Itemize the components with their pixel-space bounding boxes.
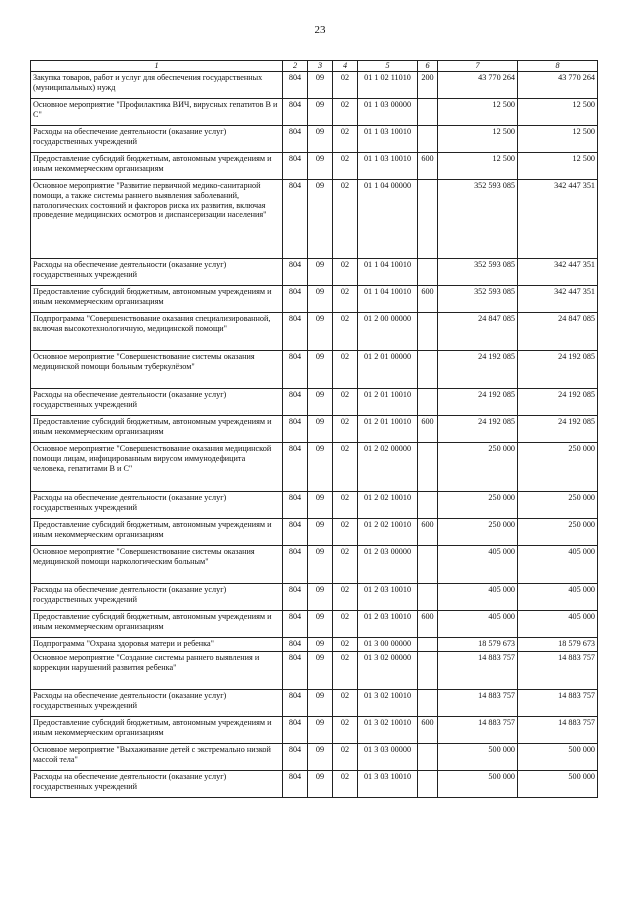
amount-year2-cell: 12 500 (518, 125, 598, 152)
section-code-cell: 09 (308, 179, 333, 258)
table-row (31, 179, 598, 258)
amount-year1-cell: 43 770 264 (438, 71, 518, 98)
section-code-cell: 09 (308, 312, 333, 350)
amount-year1-cell: 12 500 (438, 125, 518, 152)
amount-year1-cell: 14 883 757 (438, 689, 518, 716)
row-name-cell: Предоставление субсидий бюджетным, автономным учреждениям и иным некоммерческим организациям (31, 152, 283, 179)
subsection-code-cell: 02 (333, 442, 358, 491)
admin-code-cell: 804 (283, 583, 308, 610)
admin-code-cell: 804 (283, 285, 308, 312)
target-article-cell: 01 3 03 10010 (358, 770, 418, 797)
table-row (31, 545, 598, 583)
amount-year1-cell: 250 000 (438, 518, 518, 545)
row-name-cell: Основное мероприятие "Выхаживание детей с экстремально низкой массой тела" (31, 743, 283, 770)
amount-year1-cell: 24 192 085 (438, 415, 518, 442)
table-row (31, 98, 598, 125)
column-header: 2 (283, 61, 308, 72)
admin-code-cell: 804 (283, 637, 308, 651)
subsection-code-cell: 02 (333, 415, 358, 442)
amount-year2-cell: 24 192 085 (518, 350, 598, 388)
section-code-cell: 09 (308, 583, 333, 610)
column-header: 4 (333, 61, 358, 72)
admin-code-cell: 804 (283, 491, 308, 518)
amount-year2-cell: 14 883 757 (518, 651, 598, 689)
target-article-cell: 01 3 02 10010 (358, 716, 418, 743)
amount-year1-cell: 405 000 (438, 610, 518, 637)
section-code-cell: 09 (308, 415, 333, 442)
amount-year1-cell: 352 593 085 (438, 179, 518, 258)
amount-year2-cell: 14 883 757 (518, 716, 598, 743)
admin-code-cell: 804 (283, 545, 308, 583)
admin-code-cell: 804 (283, 442, 308, 491)
subsection-code-cell: 02 (333, 152, 358, 179)
amount-year1-cell: 12 500 (438, 152, 518, 179)
target-article-cell: 01 1 04 10010 (358, 258, 418, 285)
expense-type-cell: 600 (418, 415, 438, 442)
amount-year2-cell: 24 192 085 (518, 388, 598, 415)
subsection-code-cell: 02 (333, 388, 358, 415)
subsection-code-cell: 02 (333, 583, 358, 610)
amount-year2-cell: 250 000 (518, 442, 598, 491)
column-header: 3 (308, 61, 333, 72)
row-name-cell: Предоставление субсидий бюджетным, автономным учреждениям и иным некоммерческим организациям (31, 716, 283, 743)
target-article-cell: 01 3 02 10010 (358, 689, 418, 716)
table-row (31, 743, 598, 770)
section-code-cell: 09 (308, 388, 333, 415)
row-name-cell: Основное мероприятие "Совершенствование системы оказания медицинской помощи наркологическим больным" (31, 545, 283, 583)
table-row (31, 125, 598, 152)
row-name-cell: Основное мероприятие "Совершенствование оказания медицинской помощи лицам, инфицированным вирусом иммунодефицита человека, гепатитами В и С" (31, 442, 283, 491)
row-name-cell: Расходы на обеспечение деятельности (оказание услуг) государственных учреждений (31, 583, 283, 610)
target-article-cell: 01 1 03 10010 (358, 125, 418, 152)
amount-year1-cell: 405 000 (438, 583, 518, 610)
admin-code-cell: 804 (283, 716, 308, 743)
table-header-row (31, 61, 598, 72)
target-article-cell: 01 1 02 11010 (358, 71, 418, 98)
target-article-cell: 01 2 03 00000 (358, 545, 418, 583)
table-row (31, 637, 598, 651)
amount-year1-cell: 352 593 085 (438, 258, 518, 285)
amount-year2-cell: 342 447 351 (518, 258, 598, 285)
row-name-cell: Расходы на обеспечение деятельности (оказание услуг) государственных учреждений (31, 258, 283, 285)
amount-year2-cell: 24 847 085 (518, 312, 598, 350)
section-code-cell: 09 (308, 716, 333, 743)
section-code-cell: 09 (308, 545, 333, 583)
target-article-cell: 01 3 00 00000 (358, 637, 418, 651)
admin-code-cell: 804 (283, 350, 308, 388)
expense-type-cell: 600 (418, 285, 438, 312)
expense-type-cell (418, 637, 438, 651)
admin-code-cell: 804 (283, 258, 308, 285)
subsection-code-cell: 02 (333, 285, 358, 312)
expense-type-cell: 600 (418, 610, 438, 637)
expense-type-cell (418, 770, 438, 797)
table-row (31, 258, 598, 285)
amount-year1-cell: 12 500 (438, 98, 518, 125)
amount-year1-cell: 500 000 (438, 770, 518, 797)
column-header: 5 (358, 61, 418, 72)
amount-year2-cell: 405 000 (518, 583, 598, 610)
admin-code-cell: 804 (283, 689, 308, 716)
admin-code-cell: 804 (283, 152, 308, 179)
section-code-cell: 09 (308, 770, 333, 797)
admin-code-cell: 804 (283, 71, 308, 98)
section-code-cell: 09 (308, 285, 333, 312)
table-row (31, 415, 598, 442)
expense-type-cell (418, 179, 438, 258)
target-article-cell: 01 2 02 00000 (358, 442, 418, 491)
section-code-cell: 09 (308, 689, 333, 716)
subsection-code-cell: 02 (333, 651, 358, 689)
target-article-cell: 01 2 01 00000 (358, 350, 418, 388)
table-row (31, 312, 598, 350)
section-code-cell: 09 (308, 518, 333, 545)
table-row (31, 689, 598, 716)
admin-code-cell: 804 (283, 388, 308, 415)
amount-year2-cell: 405 000 (518, 545, 598, 583)
amount-year1-cell: 24 192 085 (438, 388, 518, 415)
admin-code-cell: 804 (283, 770, 308, 797)
expense-type-cell: 600 (418, 518, 438, 545)
amount-year2-cell: 12 500 (518, 98, 598, 125)
amount-year1-cell: 500 000 (438, 743, 518, 770)
target-article-cell: 01 2 00 00000 (358, 312, 418, 350)
target-article-cell: 01 1 03 00000 (358, 98, 418, 125)
target-article-cell: 01 2 03 10010 (358, 610, 418, 637)
admin-code-cell: 804 (283, 312, 308, 350)
section-code-cell: 09 (308, 491, 333, 518)
subsection-code-cell: 02 (333, 716, 358, 743)
amount-year2-cell: 250 000 (518, 491, 598, 518)
target-article-cell: 01 3 02 00000 (358, 651, 418, 689)
row-name-cell: Расходы на обеспечение деятельности (оказание услуг) государственных учреждений (31, 125, 283, 152)
admin-code-cell: 804 (283, 610, 308, 637)
subsection-code-cell: 02 (333, 743, 358, 770)
amount-year2-cell: 500 000 (518, 770, 598, 797)
expense-type-cell (418, 125, 438, 152)
section-code-cell: 09 (308, 442, 333, 491)
expense-type-cell (418, 743, 438, 770)
amount-year2-cell: 14 883 757 (518, 689, 598, 716)
table-row (31, 350, 598, 388)
expense-type-cell (418, 689, 438, 716)
expense-type-cell (418, 651, 438, 689)
target-article-cell: 01 2 01 10010 (358, 415, 418, 442)
subsection-code-cell: 02 (333, 689, 358, 716)
section-code-cell: 09 (308, 610, 333, 637)
expense-type-cell (418, 258, 438, 285)
row-name-cell: Предоставление субсидий бюджетным, автономным учреждениям и иным некоммерческим организациям (31, 285, 283, 312)
amount-year2-cell: 250 000 (518, 518, 598, 545)
row-name-cell: Предоставление субсидий бюджетным, автономным учреждениям и иным некоммерческим организациям (31, 415, 283, 442)
admin-code-cell: 804 (283, 651, 308, 689)
column-header: 8 (518, 61, 598, 72)
amount-year2-cell: 342 447 351 (518, 285, 598, 312)
admin-code-cell: 804 (283, 518, 308, 545)
table-row (31, 71, 598, 98)
amount-year1-cell: 24 847 085 (438, 312, 518, 350)
admin-code-cell: 804 (283, 98, 308, 125)
table-row (31, 518, 598, 545)
expense-type-cell (418, 583, 438, 610)
admin-code-cell: 804 (283, 415, 308, 442)
expense-type-cell (418, 350, 438, 388)
amount-year2-cell: 342 447 351 (518, 179, 598, 258)
expense-type-cell (418, 442, 438, 491)
admin-code-cell: 804 (283, 125, 308, 152)
expense-type-cell (418, 491, 438, 518)
expense-type-cell: 200 (418, 71, 438, 98)
subsection-code-cell: 02 (333, 312, 358, 350)
column-header: 7 (438, 61, 518, 72)
subsection-code-cell: 02 (333, 71, 358, 98)
column-header: 6 (418, 61, 438, 72)
section-code-cell: 09 (308, 98, 333, 125)
amount-year1-cell: 14 883 757 (438, 651, 518, 689)
target-article-cell: 01 3 03 00000 (358, 743, 418, 770)
amount-year1-cell: 405 000 (438, 545, 518, 583)
table-row (31, 388, 598, 415)
amount-year2-cell: 12 500 (518, 152, 598, 179)
expense-type-cell: 600 (418, 152, 438, 179)
row-name-cell: Основное мероприятие "Развитие первичной медико-санитарной помощи, а также системы раннего выявления заболеваний, патологических состояний и факторов риска их развития, включая проведение медицинских осмотров и диспансеризации населения" (31, 179, 283, 258)
row-name-cell: Подпрограмма "Охрана здоровья матери и ребенка" (31, 637, 283, 651)
table-row (31, 610, 598, 637)
table-row (31, 491, 598, 518)
table-row (31, 651, 598, 689)
subsection-code-cell: 02 (333, 179, 358, 258)
target-article-cell: 01 1 04 00000 (358, 179, 418, 258)
amount-year1-cell: 250 000 (438, 491, 518, 518)
subsection-code-cell: 02 (333, 491, 358, 518)
section-code-cell: 09 (308, 743, 333, 770)
row-name-cell: Основное мероприятие "Совершенствование системы оказания медицинской помощи больным туберкулёзом" (31, 350, 283, 388)
expense-type-cell (418, 312, 438, 350)
amount-year1-cell: 18 579 673 (438, 637, 518, 651)
section-code-cell: 09 (308, 258, 333, 285)
budget-table (30, 60, 598, 798)
table-row (31, 583, 598, 610)
amount-year1-cell: 24 192 085 (438, 350, 518, 388)
row-name-cell: Расходы на обеспечение деятельности (оказание услуг) государственных учреждений (31, 689, 283, 716)
amount-year1-cell: 352 593 085 (438, 285, 518, 312)
expense-type-cell (418, 388, 438, 415)
expense-type-cell: 600 (418, 716, 438, 743)
amount-year2-cell: 500 000 (518, 743, 598, 770)
row-name-cell: Расходы на обеспечение деятельности (оказание услуг) государственных учреждений (31, 491, 283, 518)
admin-code-cell: 804 (283, 179, 308, 258)
target-article-cell: 01 1 03 10010 (358, 152, 418, 179)
section-code-cell: 09 (308, 71, 333, 98)
amount-year2-cell: 43 770 264 (518, 71, 598, 98)
target-article-cell: 01 2 02 10010 (358, 491, 418, 518)
row-name-cell: Основное мероприятие "Профилактика ВИЧ, вирусных гепатитов В и С" (31, 98, 283, 125)
expense-type-cell (418, 98, 438, 125)
table-row (31, 152, 598, 179)
expense-type-cell (418, 545, 438, 583)
target-article-cell: 01 2 01 10010 (358, 388, 418, 415)
row-name-cell: Предоставление субсидий бюджетным, автономным учреждениям и иным некоммерческим организациям (31, 610, 283, 637)
subsection-code-cell: 02 (333, 610, 358, 637)
row-name-cell: Основное мероприятие "Создание системы раннего выявления и коррекции нарушений развития ребенка" (31, 651, 283, 689)
section-code-cell: 09 (308, 350, 333, 388)
amount-year2-cell: 24 192 085 (518, 415, 598, 442)
target-article-cell: 01 1 04 10010 (358, 285, 418, 312)
amount-year2-cell: 405 000 (518, 610, 598, 637)
amount-year1-cell: 250 000 (438, 442, 518, 491)
subsection-code-cell: 02 (333, 98, 358, 125)
amount-year2-cell: 18 579 673 (518, 637, 598, 651)
table-row (31, 716, 598, 743)
table-row (31, 770, 598, 797)
section-code-cell: 09 (308, 651, 333, 689)
row-name-cell: Расходы на обеспечение деятельности (оказание услуг) государственных учреждений (31, 770, 283, 797)
target-article-cell: 01 2 03 10010 (358, 583, 418, 610)
table-row (31, 442, 598, 491)
row-name-cell: Закупка товаров, работ и услуг для обеспечения государственных (муниципальных) нужд (31, 71, 283, 98)
subsection-code-cell: 02 (333, 770, 358, 797)
subsection-code-cell: 02 (333, 125, 358, 152)
amount-year1-cell: 14 883 757 (438, 716, 518, 743)
section-code-cell: 09 (308, 637, 333, 651)
row-name-cell: Предоставление субсидий бюджетным, автономным учреждениям и иным некоммерческим организациям (31, 518, 283, 545)
page-number: 23 (314, 24, 326, 36)
target-article-cell: 01 2 02 10010 (358, 518, 418, 545)
subsection-code-cell: 02 (333, 350, 358, 388)
section-code-cell: 09 (308, 125, 333, 152)
subsection-code-cell: 02 (333, 518, 358, 545)
subsection-code-cell: 02 (333, 637, 358, 651)
table-row (31, 285, 598, 312)
section-code-cell: 09 (308, 152, 333, 179)
row-name-cell: Подпрограмма "Совершенствование оказания специализированной, включая высокотехнологичную, медицинской помощи" (31, 312, 283, 350)
subsection-code-cell: 02 (333, 258, 358, 285)
row-name-cell: Расходы на обеспечение деятельности (оказание услуг) государственных учреждений (31, 388, 283, 415)
subsection-code-cell: 02 (333, 545, 358, 583)
column-header: 1 (31, 61, 283, 72)
admin-code-cell: 804 (283, 743, 308, 770)
